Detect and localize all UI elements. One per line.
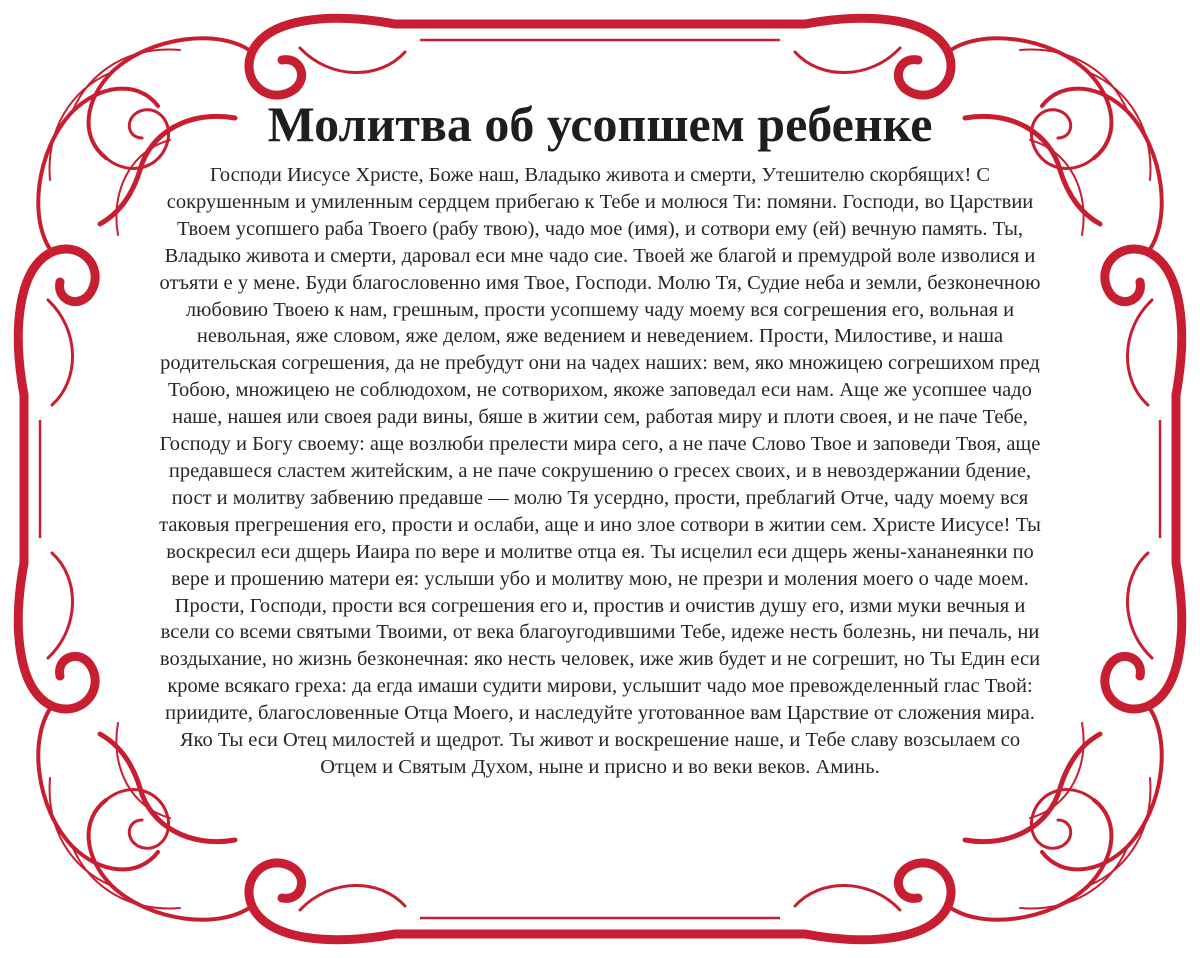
page-title: Молитва об усопшем ребенке <box>267 96 933 152</box>
prayer-text: Господи Иисусе Христе, Боже наш, Владыко живота и смерти, Утешителю скорбящих! С сокрушенным и умиленным сердцем прибегаю к Тебе и молюся Ти: помяни. Господи, во Царствии Твоем усопшего раба Твоего (рабу твою), чадо мое (имя), и сотвори ему (ей) вечную память. Ты, Владыко живота и смерти, даровал еси мне чадо сие. Твоей же благой и премудрой воле изволися и отъяти е у мене. Буди благословенно имя Твое, Господи. Молю Тя, Судие неба и земли, безконечною любовию Твоею к нам, грешным, прости усопшему чаду моему вся согрешения его, вольная и невольная, яже словом, яже делом, яже ведением и неведением. Прости, Милостиве, и наша родительская согрешения, да не пребудут они на чадех наших: вем, яко множицею согрешихом пред Тобою, множицею не соблюдохом, не сотворихом, якоже заповедал еси нам. Аще же усопшее чадо наше, нашея или своея ради вины, бяше в житии сем, работая миру и плоти своея, и не паче Тебе, Господу и Богу своему: аще возлюби прелести мира сего, а не паче Слово Твое и заповеди Твоя, аще предавшеся сластем житейским, а не паче сокрушению о гресех своих, и в невоздержании бдение, пост и молитву забвению предавше — молю Тя усердно, прости, преблагий Отче, чаду моему вся таковыя прегрешения его, прости и ослаби, аще и ино злое сотвори в житии сем. Христе Иисусе! Ты воскресил еси дщерь Иаира по вере и молитве отца ея. Ты исцелил еси дщерь жены-хананеянки по вере и прошению матери ея: услыши убо и молитву мою, не презри и моления моего о чаде моем. Прости, Господи, прости вся согрешения его и, простив и очистив душу его, изми муки вечныя и всели со всеми святыми Твоими, от века благоугодившими Тебе, идеже несть болезнь, ни печаль, ни воздыхание, но жизнь безконечная: яко несть человек, иже жив будет и не согрешит, но Ты Един еси кроме всякаго греха: да егда имаши судити мирови, услышит чадо мое превожделенный глас Твой: приидите, благословенные Отца Моего, и наследуйте уготованное вам Царствие от сложения мира. Яко Ты еси Отец милостей и щедрот. Ты живот и воскрешение наше, и Тебе славу возсылаем со Отцем и Святым Духом, ныне и присно и во веки веков. Аминь. <box>159 164 1041 778</box>
